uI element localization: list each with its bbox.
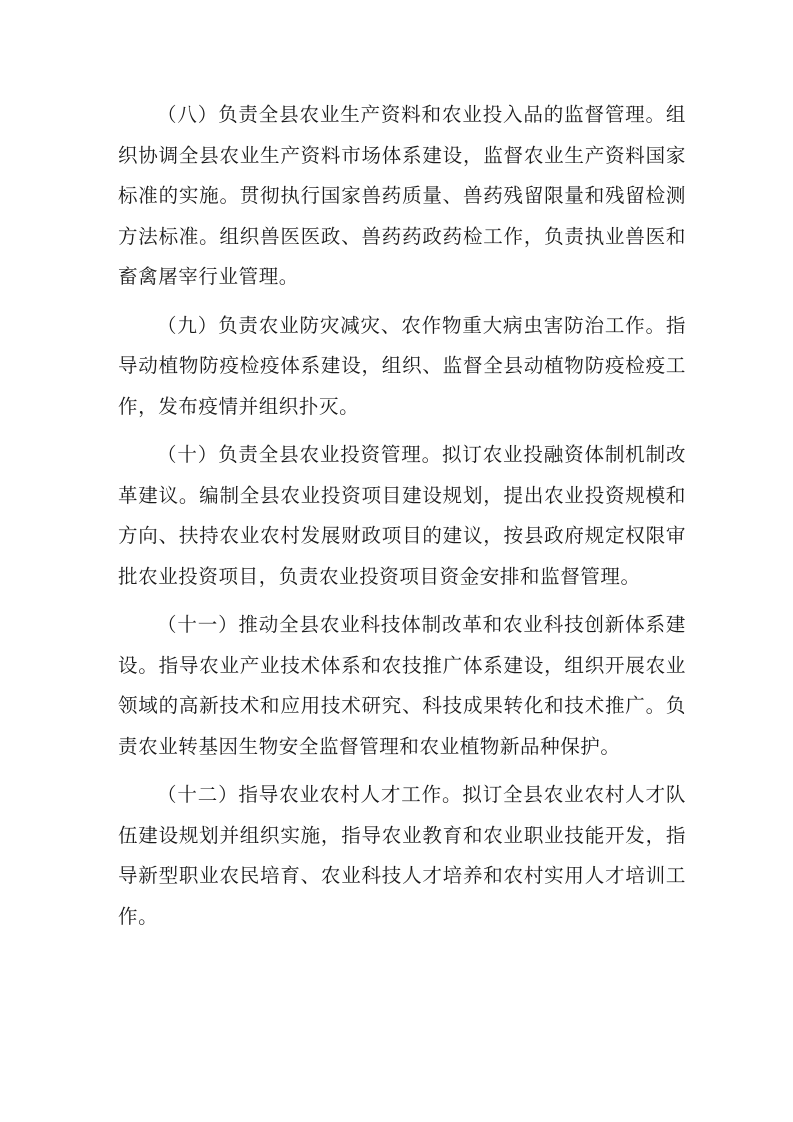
paragraph-10: （十）负责全县农业投资管理。拟订农业投融资体制机制改革建议。编制全县农业投资项目建设规划，提出农业投资规模和方向、扶持农业农村发展财政项目的建议，按县政府规定权限审批农业投资项目，负责农业投资项目资金安排和监督管理。 (118, 443, 686, 588)
paragraph-11: （十一）推动全县农业科技体制改革和农业科技创新体系建设。指导农业产业技术体系和农技推广体系建设，组织开展农业领域的高新技术和应用技术研究、科技成果转化和技术推广。负责农业转基因生物安全监督管理和农业植物新品种保护。 (118, 613, 686, 758)
paragraph-12: （十二）指导农业农村人才工作。拟订全县农业农村人才队伍建设规划并组织实施，指导农业教育和农业职业技能开发，指导新型职业农民培育、农业科技人才培养和农村实用人才培训工作。 (118, 783, 686, 928)
document-body (118, 95, 686, 945)
paragraph-9: （九）负责农业防灾减灾、农作物重大病虫害防治工作。指导动植物防疫检疫体系建设，组织、监督全县动植物防疫检疫工作，发布疫情并组织扑灭。 (118, 313, 686, 418)
paragraph-8: （八）负责全县农业生产资料和农业投入品的监督管理。组织协调全县农业生产资料市场体系建设，监督农业生产资料国家标准的实施。贯彻执行国家兽药质量、兽药残留限量和残留检测方法标准。组织兽医医政、兽药药政药检工作，负责执业兽医和畜禽屠宰行业管理。 (118, 103, 686, 288)
